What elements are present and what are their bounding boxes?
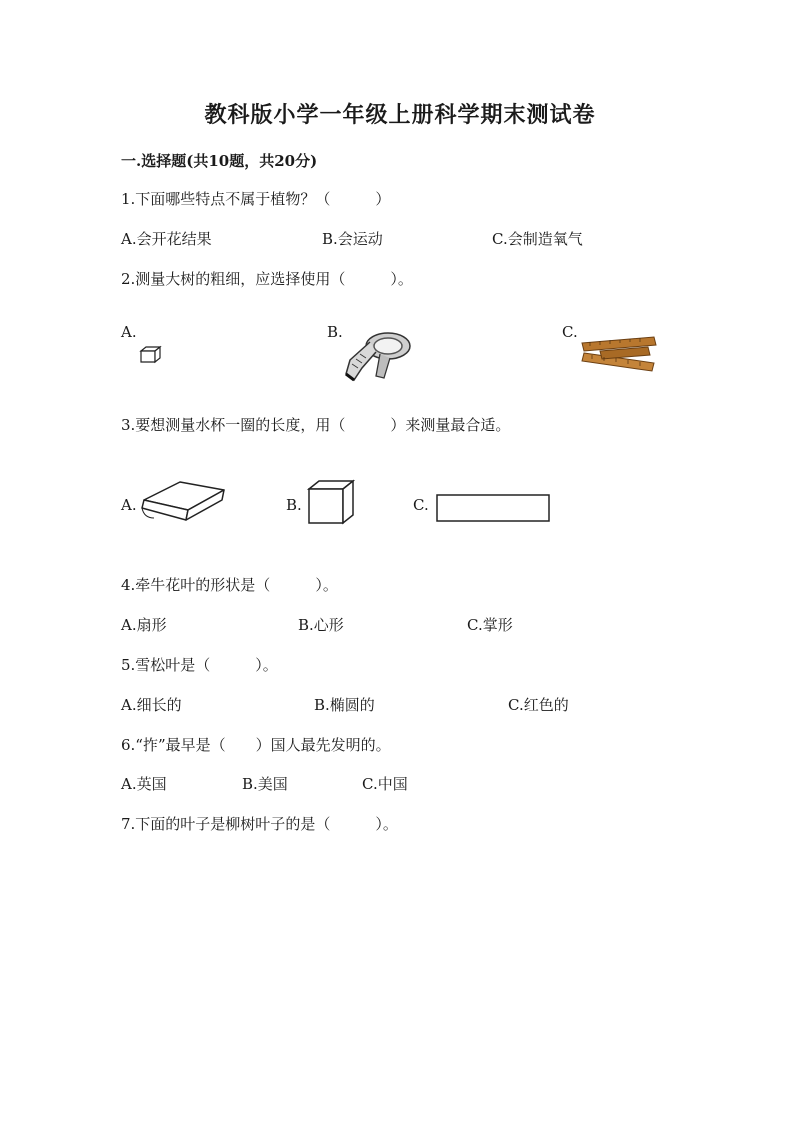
q1-option-c[interactable]: C.会制造氧气 <box>492 230 583 248</box>
q4-option-a[interactable]: A.扇形 <box>121 616 167 634</box>
q6-option-a[interactable]: A.英国 <box>121 775 167 793</box>
q6-option-b[interactable]: B.美国 <box>242 775 288 793</box>
section-heading: 一.选择题(共10题，共20分) <box>121 152 318 170</box>
folding-ruler-image <box>580 333 658 375</box>
q1-option-a[interactable]: A.会开花结果 <box>121 230 212 248</box>
q5-option-a[interactable]: A.细长的 <box>121 696 182 714</box>
q5-option-b[interactable]: B.椭圆的 <box>314 696 375 714</box>
q1-option-b[interactable]: B.会运动 <box>322 230 383 248</box>
question-7: 7.下面的叶子是柳树叶子的是（ ）。 <box>121 815 398 833</box>
q3-option-b[interactable]: B. <box>286 496 302 514</box>
small-cube-icon <box>140 344 164 364</box>
q6-option-c[interactable]: C.中国 <box>362 775 408 793</box>
q2-option-c[interactable]: C. <box>562 323 578 341</box>
question-2: 2.测量大树的粗细，应选择使用（ ）。 <box>121 270 413 288</box>
question-5: 5.雪松叶是（ ）。 <box>121 656 278 674</box>
question-3: 3.要想测量水杯一圈的长度，用（ ）来测量最合适。 <box>121 416 511 434</box>
q4-option-b[interactable]: B.心形 <box>298 616 344 634</box>
q2-option-b[interactable]: B. <box>327 323 343 341</box>
tape-measure-image <box>340 330 415 382</box>
question-4: 4.牵牛花叶的形状是（ ）。 <box>121 576 338 594</box>
q3-option-c[interactable]: C. <box>413 496 429 514</box>
q3-option-a[interactable]: A. <box>121 496 137 514</box>
rectangle-strip-icon <box>436 494 552 524</box>
q5-option-c[interactable]: C.红色的 <box>508 696 569 714</box>
eraser-icon <box>140 478 228 524</box>
page-title: 教科版小学一年级上册科学期末测试卷 <box>204 102 596 128</box>
q4-option-c[interactable]: C.掌形 <box>467 616 513 634</box>
q2-option-a[interactable]: A. <box>121 323 137 341</box>
question-1: 1.下面哪些特点不属于植物？（ ） <box>121 190 391 208</box>
question-6: 6.“拃”最早是（ ）国人最先发明的。 <box>121 736 391 754</box>
cube-icon <box>307 479 357 525</box>
